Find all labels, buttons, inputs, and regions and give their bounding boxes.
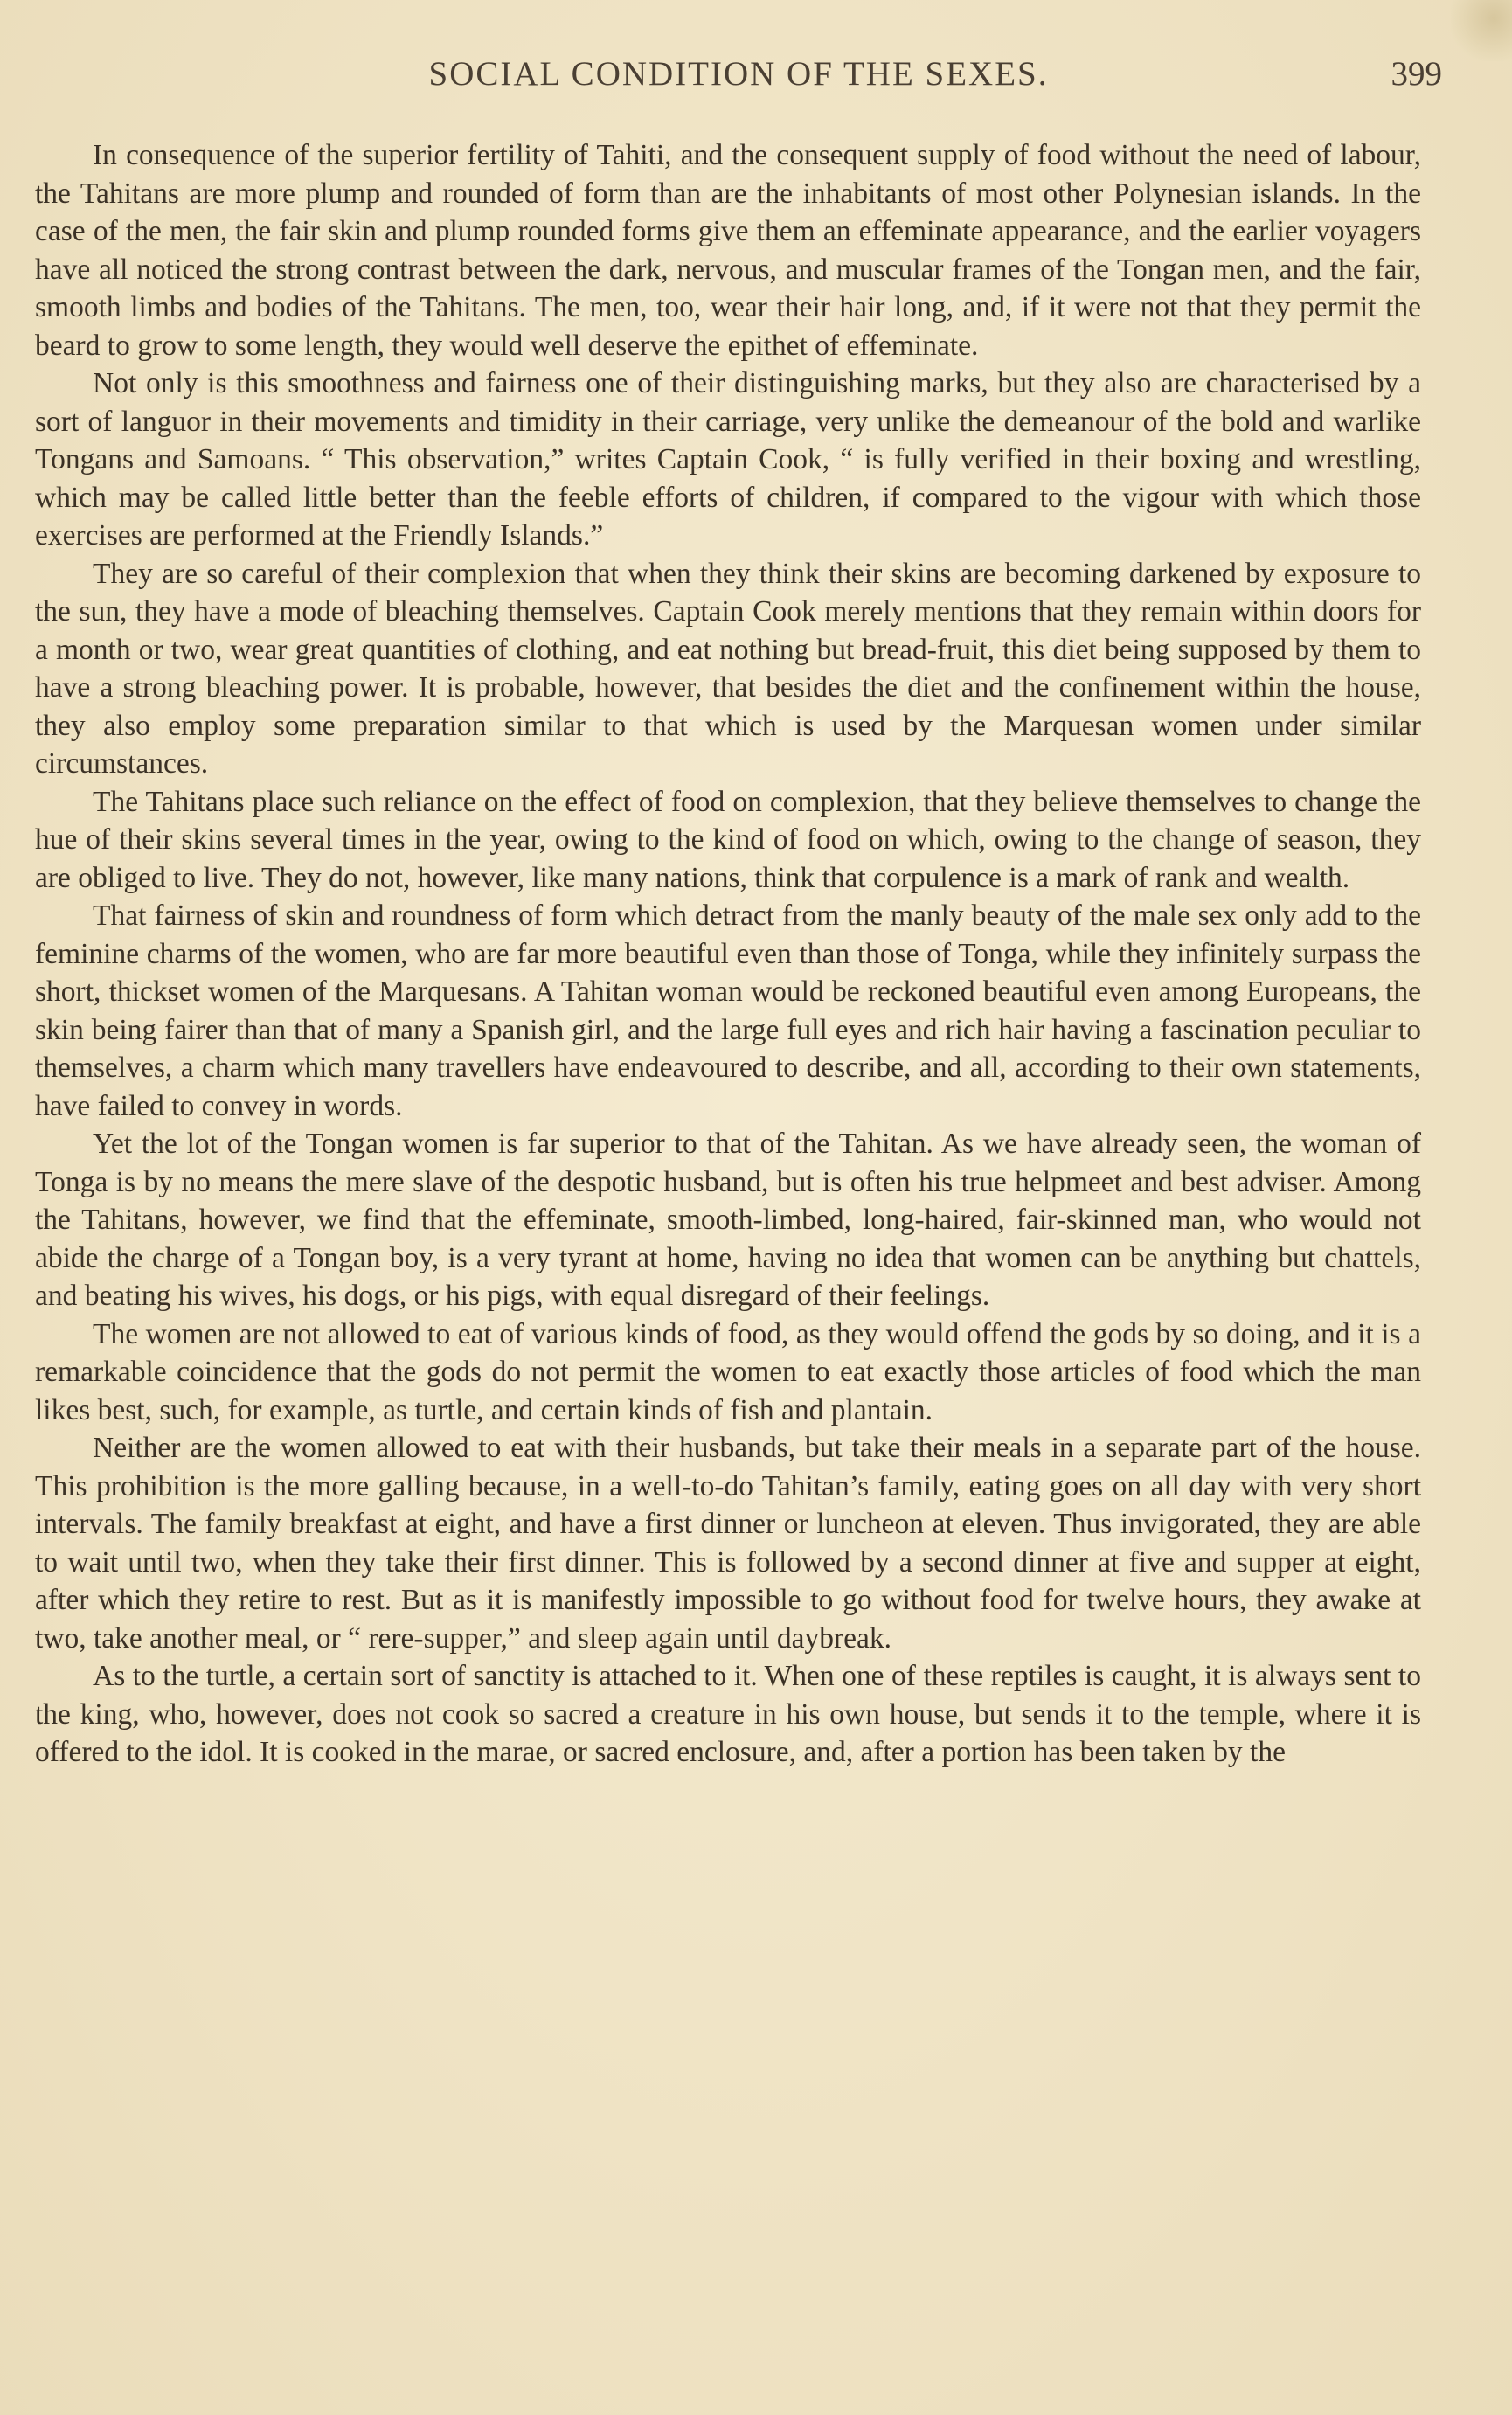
paragraph-9: As to the turtle, a certain sort of sanctity is attached to it. When one of these reptiles is caught, it is always sent to the king, who, however, does not cook so sacred a creature in his own house, but sends it to the temple, where it is offered to the idol. It is cooked in the marae, or sacred enclosure, and, after a portion has been taken by the: [35, 1660, 1421, 1768]
paragraph-7: The women are not allowed to eat of various kinds of food, as they would offend the gods by so doing, and it is a remarkable coincidence that the gods do not permit the women to eat exactly those articles of food which the man likes best, such, for example, as turtle, and certain kinds of fish and plantain.: [35, 1317, 1421, 1426]
paragraph-1: In consequence of the superior fertility of Tahiti, and the consequent supply of food without the need of labour, the Tahitans are more plump and rounded of form than are the inhabitants of most other Polynesian islands. In the case of the men, the fair skin and plump rounded forms give them an effeminate appearance, and the earlier voyagers have all noticed the strong contrast between the dark, nervous, and muscular frames of the Tongan men, and the fair, smooth limbs and bodies of the Tahitans. The men, too, wear their hair long, and, if it were not that they permit the beard to grow to some length, they would well deserve the epithet of effeminate.: [35, 139, 1421, 362]
page-number: 399: [1391, 55, 1442, 93]
paragraph-2: Not only is this smoothness and fairness one of their distinguishing marks, but they also are characterised by a sort of languor in their movements and timidity in their carriage, very unlike the demeanour of the bold and warlike Tongans and Samoans. “ This observation,” writes Captain Cook, “ is fully verified in their boxing and wrestling, which may be called little better than the feeble efforts of children, if compared to the vigour with which those exercises are performed at the Friendly Islands.”: [35, 367, 1421, 552]
paragraph-3: They are so careful of their complexion that when they think their skins are becoming darkened by exposure to the sun, they have a mode of bleaching themselves. Captain Cook merely mentions that they remain within doors for a month or two, wear great quantities of clothing, and eat nothing but bread-fruit, this diet being supposed by them to have a strong bleaching power. It is probable, however, that besides the diet and the confinement within the house, they also employ some preparation similar to that which is used by the Marquesan women under similar circumstances.: [35, 557, 1421, 780]
paragraph-8: Neither are the women allowed to eat with their husbands, but take their meals in a separate part of the house. This prohibition is the more galling because, in a well-to-do Tahitan’s family, eating goes on all day with very short intervals. The family breakfast at eight, and have a first dinner or luncheon at eleven. Thus invigorated, they are able to wait until two, when they take their first dinner. This is followed by a second dinner at five and supper at eight, after which they retire to rest. But as it is manifestly impossible to go without food for twelve hours, they awake at two, take another meal, or “ rere-supper,” and sleep again until daybreak.: [35, 1432, 1421, 1655]
running-title: SOCIAL CONDITION OF THE SEXES.: [428, 55, 1049, 93]
paragraph-6: Yet the lot of the Tongan women is far superior to that of the Tahitan. As we have already seen, the woman of Tonga is by no means the mere slave of the despotic husband, but is often his true helpmeet and best adviser. Among the Tahitans, however, we find that the effeminate, smooth-limbed, long-haired, fair-skinned man, who would not abide the charge of a Tongan boy, is a very tyrant at home, having no idea that women can be anything but chattels, and beating his wives, his dogs, or his pigs, with equal disregard of their feelings.: [35, 1128, 1421, 1312]
paragraph-5: That fairness of skin and roundness of form which detract from the manly beauty of the male sex only add to the feminine charms of the women, who are far more beautiful even than those of Tonga, while they infinitely surpass the short, thickset women of the Marquesans. A Tahitan woman would be reckoned beautiful even among Europeans, the skin being fairer than that of many a Spanish girl, and the large full eyes and rich hair having a fascination peculiar to themselves, a charm which many travellers have endeavoured to describe, and all, according to their own statements, have failed to convey in words.: [35, 899, 1421, 1122]
running-head: [35, 54, 1442, 107]
paragraph-4: The Tahitans place such reliance on the effect of food on complexion, that they believe themselves to change the hue of their skins several times in the year, owing to the kind of food on which, owing to the change of season, they are obliged to live. They do not, however, like many nations, think that corpulence is a mark of rank and wealth.: [35, 785, 1421, 894]
body-text: [35, 136, 1421, 1772]
paper-stain: [1451, 0, 1512, 61]
